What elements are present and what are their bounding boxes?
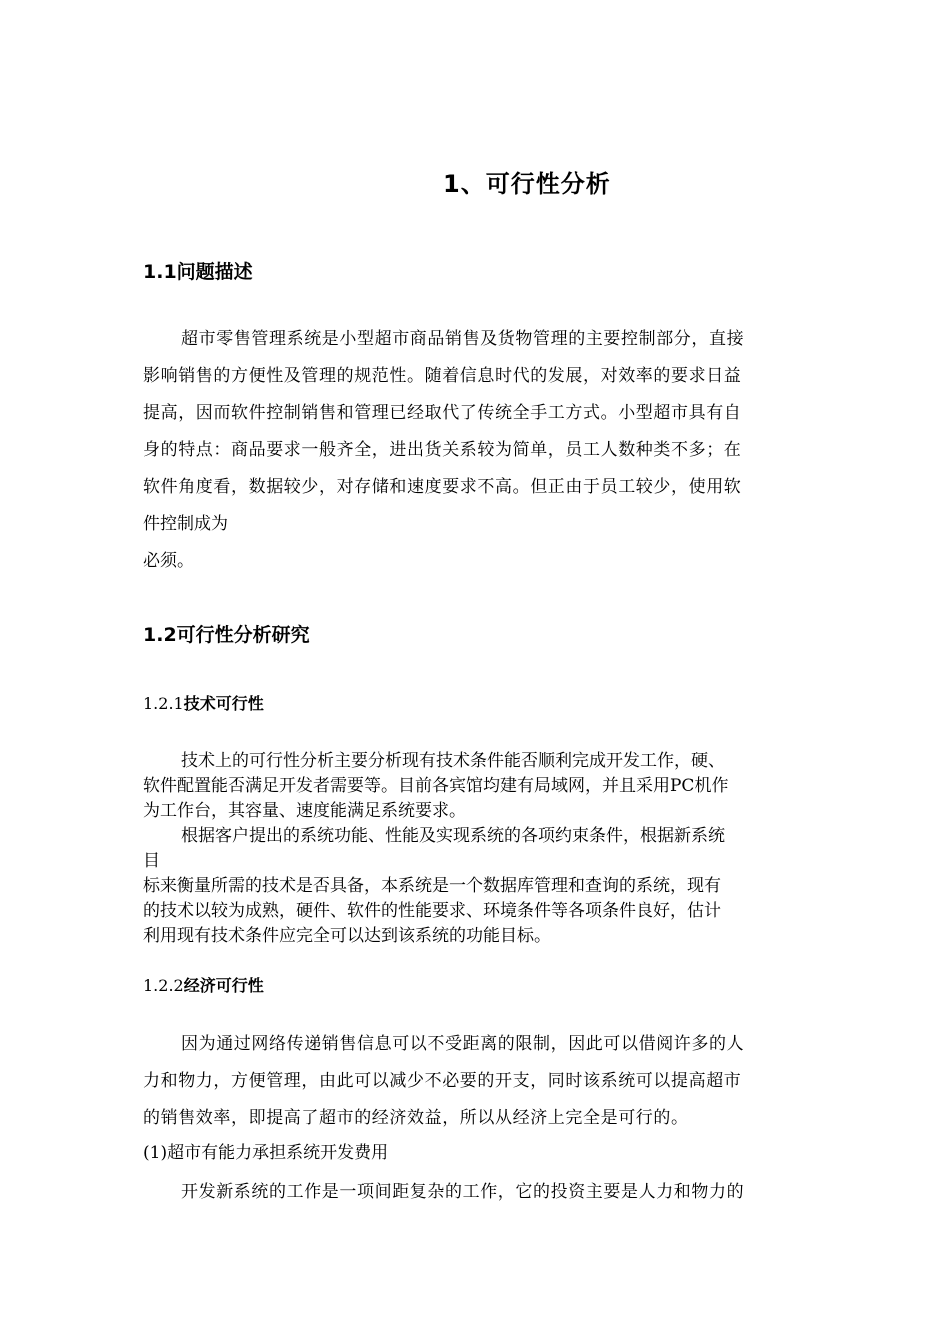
paragraph-line: 目 [143,851,160,871]
section-heading-1-2: 1.2可行性分析研究 [143,624,310,646]
paragraph-line: 开发新系统的工作是一项间距复杂的工作，它的投资主要是人力和物力的 [181,1182,745,1202]
paragraph-line: 提高，因而软件控制销售和管理已经取代了传统全手工方式。小型超市具有自 [143,403,742,423]
paragraph-line: 超市零售管理系统是小型超市商品销售及货物管理的主要控制部分，直接 [181,329,745,349]
paragraph-line: 为工作台，其容量、速度能满足系统要求。 [143,801,466,821]
subsection-number: 1.2.2 [143,976,184,995]
subsection-heading-1-2-1 [143,691,264,714]
paragraph-line: 软件角度看，数据较少，对存储和速度要求不高。但正由于员工较少，使用软 [143,477,742,497]
paragraph-line: 软件配置能否满足开发者需要等。目前各宾馆均建有局域网，并且采用PC机作 [143,776,729,796]
paragraph-line: 身的特点：商品要求一般齐全，进出货关系较为简单，员工人数种类不多；在 [143,440,742,460]
paragraph-line: 技术上的可行性分析主要分析现有技术条件能否顺利完成开发工作，硬、 [181,751,725,771]
paragraph-line: 力和物力，方便管理，由此可以减少不必要的开支，同时该系统可以提高超市 [143,1071,742,1091]
paragraph-line: 影响销售的方便性及管理的规范性。随着信息时代的发展，对效率的要求日益 [143,366,742,386]
paragraph-line: 的技术以较为成熟，硬件、软件的性能要求、环境条件等各项条件良好，估计 [143,901,721,921]
subsection-heading-1-2-2 [143,973,264,996]
paragraph-line: 的销售效率，即提高了超市的经济效益，所以从经济上完全是可行的。 [143,1108,689,1128]
section-heading-1-1: 1.1问题描述 [143,261,253,283]
paragraph-line: (1)超市有能力承担系统开发费用 [143,1143,389,1163]
paragraph-line: 标来衡量所需的技术是否具备，本系统是一个数据库管理和查询的系统，现有 [143,876,721,896]
paragraph-line: 利用现有技术条件应完全可以达到该系统的功能目标。 [143,926,551,946]
paragraph-line: 必须。 [143,551,194,571]
subsection-title: 技术可行性 [183,694,264,713]
subsection-title: 经济可行性 [183,976,264,995]
page-title: 1、可行性分析 [443,170,611,198]
paragraph-line: 因为通过网络传递销售信息可以不受距离的限制，因此可以借阅许多的人 [181,1034,745,1054]
paragraph-line: 根据客户提出的系统功能、性能及实现系统的各项约束条件，根据新系统 [181,826,725,846]
subsection-number: 1.2.1 [143,694,184,713]
paragraph-line: 件控制成为 [143,514,228,534]
